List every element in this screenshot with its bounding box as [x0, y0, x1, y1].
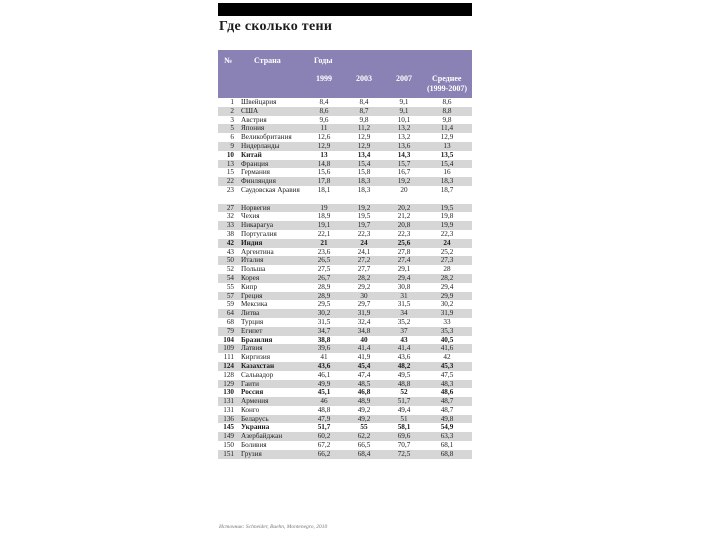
- cell-country: Китай: [241, 150, 262, 159]
- cell-2003: 45,4: [357, 361, 371, 370]
- cell-average: 41,6: [440, 344, 454, 353]
- cell-1999: 46: [320, 397, 328, 406]
- table-row: [218, 274, 472, 283]
- cell-average: 24: [443, 238, 451, 247]
- cell-2003: 22,3: [357, 229, 371, 238]
- cell-1999: 49,9: [317, 379, 331, 388]
- cell-average: 48,7: [440, 397, 454, 406]
- cell-2007: 20,8: [397, 221, 411, 230]
- cell-2007: 51: [400, 414, 408, 423]
- header-average-range: (1999-2007): [427, 84, 467, 93]
- cell-average: 54,9: [440, 423, 454, 432]
- cell-1999: 21: [320, 238, 328, 247]
- cell-country: Беларусь: [241, 414, 269, 423]
- cell-2003: 11,2: [357, 124, 371, 133]
- cell-2007: 43: [400, 335, 408, 344]
- cell-2003: 62,2: [357, 432, 371, 441]
- cell-rank: 131: [223, 397, 234, 406]
- table-row: [218, 151, 472, 160]
- table-row: [218, 406, 472, 415]
- cell-country: Италия: [241, 256, 264, 265]
- cell-2003: 24,1: [357, 247, 371, 256]
- cell-1999: 45,1: [317, 388, 331, 397]
- cell-average: 31,9: [440, 309, 454, 318]
- cell-1999: 34,7: [317, 326, 331, 335]
- table-row: [218, 177, 472, 186]
- cell-1999: 9,6: [319, 115, 329, 124]
- cell-average: 30,2: [440, 300, 454, 309]
- cell-2007: 29,4: [397, 273, 411, 282]
- cell-2003: 32,4: [357, 317, 371, 326]
- cell-rank: 9: [230, 141, 234, 150]
- cell-rank: 64: [226, 309, 234, 318]
- cell-1999: 22,1: [317, 229, 331, 238]
- cell-1999: 47,9: [317, 414, 331, 423]
- cell-country: Армения: [241, 397, 269, 406]
- cell-rank: 1: [230, 98, 234, 106]
- table-row: [218, 107, 472, 116]
- cell-country: Норвегия: [241, 203, 271, 212]
- cell-country: Латвия: [241, 344, 263, 353]
- cell-rank: 22: [226, 177, 234, 186]
- cell-2003: 31,9: [357, 309, 371, 318]
- cell-country: Корея: [241, 273, 260, 282]
- cell-country: Россия: [241, 388, 264, 397]
- table-row: [218, 292, 472, 301]
- cell-1999: 67,2: [317, 441, 331, 450]
- cell-rank: 2: [230, 106, 234, 115]
- cell-1999: 43,6: [317, 361, 331, 370]
- cell-2003: 12,9: [357, 141, 371, 150]
- cell-2007: 43,6: [397, 353, 411, 362]
- cell-average: 48,7: [440, 405, 454, 414]
- cell-1999: 30,2: [317, 309, 331, 318]
- cell-1999: 48,8: [317, 405, 331, 414]
- page-title: Где сколько тени: [219, 19, 333, 34]
- cell-2003: 48,9: [357, 397, 371, 406]
- cell-2003: 13,4: [357, 150, 371, 159]
- cell-2003: 68,4: [357, 449, 371, 458]
- cell-2003: 19,5: [357, 212, 371, 221]
- cell-average: 48,3: [440, 379, 454, 388]
- cell-country: Швейцария: [241, 98, 277, 106]
- cell-1999: 29,5: [317, 300, 331, 309]
- cell-2007: 51,7: [397, 397, 411, 406]
- table-row: [218, 160, 472, 169]
- cell-2003: 49,2: [357, 405, 371, 414]
- cell-2007: 9,1: [399, 98, 409, 106]
- cell-2003: 48,5: [357, 379, 371, 388]
- cell-2007: 21,2: [397, 212, 411, 221]
- cell-country: Турция: [241, 317, 264, 326]
- cell-average: 13,5: [440, 150, 454, 159]
- cell-average: 33: [443, 317, 451, 326]
- cell-2003: 28,2: [357, 273, 371, 282]
- cell-rank: 54: [226, 273, 234, 282]
- cell-average: 28: [443, 265, 451, 274]
- cell-average: 48,6: [440, 388, 454, 397]
- table-row: [218, 441, 472, 450]
- cell-rank: 32: [226, 212, 234, 221]
- header-year-2003: 2003: [356, 74, 372, 83]
- cell-1999: 19: [320, 203, 328, 212]
- cell-2007: 48,8: [397, 379, 411, 388]
- cell-1999: 17,8: [317, 177, 331, 186]
- cell-2003: 40: [360, 335, 368, 344]
- table-header: [218, 50, 472, 98]
- cell-country: Япония: [241, 124, 265, 133]
- cell-rank: 55: [226, 282, 234, 291]
- cell-rank: 130: [223, 388, 234, 397]
- cell-1999: 39,6: [317, 344, 331, 353]
- cell-2007: 27,8: [397, 247, 411, 256]
- cell-rank: 111: [223, 353, 234, 362]
- table-row: [218, 98, 472, 107]
- cell-1999: 23,6: [317, 247, 331, 256]
- cell-1999: 19,1: [317, 221, 331, 230]
- cell-2003: 66,5: [357, 441, 371, 450]
- cell-2007: 14,3: [397, 150, 411, 159]
- cell-country: Литва: [241, 309, 260, 318]
- table-row: [218, 124, 472, 133]
- table-row: [218, 265, 472, 274]
- cell-2003: 34,8: [357, 326, 371, 335]
- cell-rank: 68: [226, 317, 234, 326]
- cell-rank: 57: [226, 291, 234, 300]
- cell-country: Украина: [241, 423, 270, 432]
- cell-rank: 151: [223, 449, 234, 458]
- cell-2007: 58,1: [397, 423, 411, 432]
- table-row: [218, 318, 472, 327]
- cell-2007: 16,7: [397, 168, 411, 177]
- cell-country: Гаити: [241, 379, 260, 388]
- header-years: Годы: [314, 56, 333, 65]
- cell-1999: 38,8: [317, 335, 331, 344]
- cell-average: 27,3: [440, 256, 454, 265]
- cell-2003: 8,4: [359, 98, 369, 106]
- cell-2003: 27,7: [357, 265, 371, 274]
- cell-2007: 22,3: [397, 229, 411, 238]
- cell-2007: 48,2: [397, 361, 411, 370]
- cell-2007: 35,2: [397, 317, 411, 326]
- cell-country: Никарагуа: [241, 221, 274, 230]
- cell-2003: 27,2: [357, 256, 371, 265]
- cell-1999: 13: [320, 150, 328, 159]
- cell-average: 25,2: [440, 247, 454, 256]
- cell-2003: 46,8: [357, 388, 371, 397]
- cell-2007: 13,6: [397, 141, 411, 150]
- cell-2007: 19,2: [397, 177, 411, 186]
- table-row: [218, 248, 472, 257]
- table-row: [218, 415, 472, 424]
- table-row: [218, 186, 472, 204]
- cell-country: Саудовская Аравия: [241, 185, 300, 194]
- table-row: [218, 142, 472, 151]
- cell-average: 29,4: [440, 282, 454, 291]
- table-row: [218, 423, 472, 432]
- cell-rank: 43: [226, 247, 234, 256]
- cell-country: Сальвадор: [241, 370, 274, 379]
- cell-1999: 51,7: [317, 423, 331, 432]
- cell-1999: 27,5: [317, 265, 331, 274]
- cell-2007: 30,8: [397, 282, 411, 291]
- table-row: [218, 388, 472, 397]
- cell-1999: 15,6: [317, 168, 331, 177]
- cell-rank: 33: [226, 221, 234, 230]
- cell-average: 68,8: [440, 449, 454, 458]
- cell-average: 47,5: [440, 370, 454, 379]
- cell-2007: 25,6: [397, 238, 411, 247]
- table-row: [218, 116, 472, 125]
- cell-rank: 50: [226, 256, 234, 265]
- cell-rank: 109: [223, 344, 234, 353]
- cell-country: Казахстан: [241, 361, 275, 370]
- table-row: [218, 353, 472, 362]
- cell-average: 12,9: [440, 133, 454, 142]
- cell-2007: 20: [400, 185, 408, 194]
- cell-country: Польша: [241, 265, 266, 274]
- cell-rank: 38: [226, 229, 234, 238]
- cell-2007: 20,2: [397, 203, 411, 212]
- cell-2003: 15,4: [357, 159, 371, 168]
- cell-average: 13: [443, 141, 451, 150]
- cell-2003: 19,2: [357, 203, 371, 212]
- cell-country: Азербайджан: [241, 432, 283, 441]
- cell-2007: 70,7: [397, 441, 411, 450]
- cell-rank: 79: [226, 326, 234, 335]
- table-row: [218, 336, 472, 345]
- cell-average: 18,3: [440, 177, 454, 186]
- cell-1999: 12,9: [317, 141, 331, 150]
- cell-country: США: [241, 106, 259, 115]
- source-note: Источник: Schneider, Buehn, Montenegro, 2010: [219, 524, 328, 530]
- table-row: [218, 133, 472, 142]
- cell-country: Индия: [241, 238, 263, 247]
- cell-country: Мексика: [241, 300, 268, 309]
- cell-1999: 28,9: [317, 282, 331, 291]
- cell-country: Греция: [241, 291, 263, 300]
- cell-rank: 23: [226, 185, 234, 194]
- top-black-bar: [218, 3, 472, 16]
- cell-country: Египет: [241, 326, 263, 335]
- cell-rank: 104: [223, 335, 234, 344]
- table-row: [218, 432, 472, 441]
- cell-country: Конго: [241, 405, 260, 414]
- cell-average: 8,8: [442, 106, 452, 115]
- cell-2003: 41,9: [357, 353, 371, 362]
- cell-1999: 31,5: [317, 317, 331, 326]
- cell-1999: 18,9: [317, 212, 331, 221]
- cell-1999: 12,6: [317, 133, 331, 142]
- table-body: [218, 98, 472, 459]
- cell-2007: 15,7: [397, 159, 411, 168]
- cell-average: 45,3: [440, 361, 454, 370]
- cell-country: Португалия: [241, 229, 277, 238]
- table-row: [218, 283, 472, 292]
- cell-rank: 149: [223, 432, 234, 441]
- header-num: №: [224, 56, 233, 65]
- cell-1999: 18,1: [317, 185, 331, 194]
- table-row: [218, 204, 472, 213]
- cell-1999: 28,9: [317, 291, 331, 300]
- cell-2003: 29,7: [357, 300, 371, 309]
- table-row: [218, 344, 472, 353]
- cell-country: Кипр: [241, 282, 258, 291]
- cell-country: Киргизия: [241, 353, 271, 362]
- table-row: [218, 239, 472, 248]
- cell-2003: 24: [360, 238, 368, 247]
- cell-average: 8,6: [442, 98, 452, 106]
- header-year-2007: 2007: [396, 74, 412, 83]
- cell-2007: 27,4: [397, 256, 411, 265]
- cell-rank: 59: [226, 300, 234, 309]
- cell-average: 22,3: [440, 229, 454, 238]
- cell-2007: 31,5: [397, 300, 411, 309]
- cell-2003: 29,2: [357, 282, 371, 291]
- cell-2003: 15,8: [357, 168, 371, 177]
- cell-2003: 49,2: [357, 414, 371, 423]
- cell-1999: 14,8: [317, 159, 331, 168]
- cell-country: Бразилия: [241, 335, 273, 344]
- cell-2003: 12,9: [357, 133, 371, 142]
- cell-2007: 13,2: [397, 133, 411, 142]
- cell-average: 15,4: [440, 159, 454, 168]
- cell-rank: 131: [223, 405, 234, 414]
- cell-1999: 60,2: [317, 432, 331, 441]
- cell-1999: 8,4: [319, 98, 329, 106]
- table-row: [218, 256, 472, 265]
- cell-rank: 145: [223, 423, 234, 432]
- cell-average: 9,8: [442, 115, 452, 124]
- cell-rank: 27: [226, 203, 234, 212]
- cell-2007: 31: [400, 291, 408, 300]
- header-average: Среднее: [432, 74, 462, 83]
- cell-rank: 13: [226, 159, 234, 168]
- table-row: [218, 380, 472, 389]
- table-row: [218, 397, 472, 406]
- cell-2003: 55: [360, 423, 368, 432]
- cell-2007: 49,5: [397, 370, 411, 379]
- cell-average: 19,9: [440, 221, 454, 230]
- cell-country: Финляндия: [241, 177, 276, 186]
- cell-2003: 8,7: [359, 106, 369, 115]
- header-year-1999: 1999: [316, 74, 332, 83]
- table-row: [218, 327, 472, 336]
- table-row: [218, 221, 472, 230]
- cell-2003: 18,3: [357, 185, 371, 194]
- cell-rank: 124: [223, 361, 234, 370]
- cell-rank: 128: [223, 370, 234, 379]
- cell-2007: 13,2: [397, 124, 411, 133]
- table-row: [218, 450, 472, 459]
- cell-rank: 136: [223, 414, 234, 423]
- cell-rank: 52: [226, 265, 234, 274]
- cell-rank: 42: [226, 238, 234, 247]
- cell-rank: 3: [230, 115, 234, 124]
- cell-2007: 29,1: [397, 265, 411, 274]
- cell-rank: 15: [226, 168, 234, 177]
- cell-average: 11,4: [440, 124, 454, 133]
- cell-2007: 69,6: [397, 432, 411, 441]
- cell-average: 29,9: [440, 291, 454, 300]
- table-row: [218, 212, 472, 221]
- cell-rank: 129: [223, 379, 234, 388]
- cell-rank: 10: [226, 150, 234, 159]
- cell-2003: 9,8: [359, 115, 369, 124]
- cell-country: Грузия: [241, 449, 262, 458]
- cell-2003: 30: [360, 291, 368, 300]
- cell-country: Франция: [241, 159, 269, 168]
- cell-rank: 6: [230, 133, 234, 142]
- cell-2007: 9,1: [399, 106, 409, 115]
- cell-country: Нидерланды: [241, 141, 280, 150]
- cell-average: 28,2: [440, 273, 454, 282]
- cell-1999: 26,5: [317, 256, 331, 265]
- header-country: Страна: [254, 56, 281, 65]
- shadow-economy-table: [218, 50, 472, 459]
- cell-2007: 34: [400, 309, 408, 318]
- cell-average: 19,5: [440, 203, 454, 212]
- cell-average: 40,5: [440, 335, 454, 344]
- cell-2007: 10,1: [397, 115, 411, 124]
- table-row: [218, 371, 472, 380]
- cell-1999: 11: [320, 124, 328, 133]
- cell-average: 68,1: [440, 441, 454, 450]
- cell-1999: 46,1: [317, 370, 331, 379]
- cell-country: Чехия: [241, 212, 260, 221]
- cell-1999: 26,7: [317, 273, 331, 282]
- table-row: [218, 300, 472, 309]
- table-row: [218, 230, 472, 239]
- cell-average: 63,3: [440, 432, 454, 441]
- cell-average: 49,8: [440, 414, 454, 423]
- table-row: [218, 168, 472, 177]
- cell-2003: 47,4: [357, 370, 371, 379]
- cell-average: 19,8: [440, 212, 454, 221]
- cell-1999: 66,2: [317, 449, 331, 458]
- cell-rank: 150: [223, 441, 234, 450]
- cell-2003: 18,3: [357, 177, 371, 186]
- cell-1999: 8,6: [319, 106, 329, 115]
- cell-average: 16: [443, 168, 451, 177]
- cell-2007: 37: [400, 326, 408, 335]
- cell-country: Боливия: [241, 441, 267, 450]
- cell-average: 35,3: [440, 326, 454, 335]
- cell-rank: 5: [230, 124, 234, 133]
- cell-2007: 72,5: [397, 449, 411, 458]
- table-row: [218, 309, 472, 318]
- cell-2003: 41,4: [357, 344, 371, 353]
- cell-2007: 52: [400, 388, 408, 397]
- cell-average: 18,7: [440, 185, 454, 194]
- cell-1999: 41: [320, 353, 328, 362]
- cell-2007: 49,4: [397, 405, 411, 414]
- table-row: [218, 362, 472, 371]
- cell-average: 42: [443, 353, 451, 362]
- cell-country: Германия: [241, 168, 270, 177]
- cell-country: Австрия: [241, 115, 267, 124]
- cell-2003: 19,7: [357, 221, 371, 230]
- cell-country: Великобритания: [241, 133, 292, 142]
- cell-2007: 41,4: [397, 344, 411, 353]
- cell-country: Аргентина: [241, 247, 274, 256]
